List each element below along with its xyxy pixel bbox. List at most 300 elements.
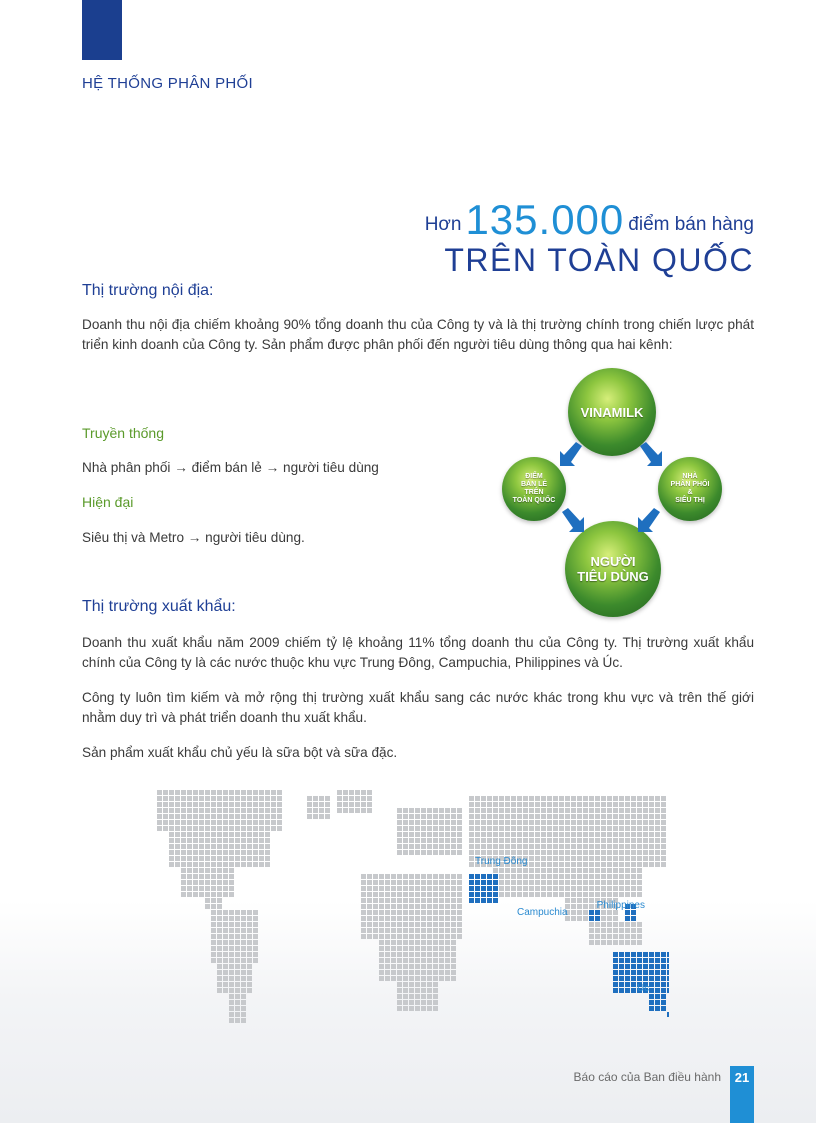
map-cell <box>229 1006 234 1011</box>
map-cell <box>223 958 228 963</box>
map-cell <box>187 838 192 843</box>
map-cell <box>487 832 492 837</box>
map-cell <box>433 934 438 939</box>
map-cell <box>241 1012 246 1017</box>
map-cell <box>625 832 630 837</box>
map-cell <box>427 922 432 927</box>
map-cell <box>373 880 378 885</box>
map-cell <box>487 838 492 843</box>
map-cell <box>391 964 396 969</box>
map-cell <box>415 880 420 885</box>
map-cell <box>661 976 666 981</box>
map-cell <box>529 850 534 855</box>
vinamilk-label: VINAMILK <box>580 404 644 420</box>
map-cell <box>397 970 402 975</box>
map-cell <box>391 970 396 975</box>
map-cell <box>223 808 228 813</box>
map-cell <box>421 958 426 963</box>
map-cell <box>403 808 408 813</box>
map-cell <box>193 820 198 825</box>
map-cell <box>469 838 474 843</box>
map-cell <box>547 796 552 801</box>
hero-subheadline: TRÊN TOÀN QUỐC <box>444 242 754 278</box>
map-cell <box>415 850 420 855</box>
map-cell <box>163 796 168 801</box>
map-cell <box>211 928 216 933</box>
map-cell <box>157 826 162 831</box>
map-cell <box>193 826 198 831</box>
map-cell <box>265 790 270 795</box>
map-cell <box>541 874 546 879</box>
map-cell <box>451 964 456 969</box>
map-cell <box>193 796 198 801</box>
map-cell <box>451 934 456 939</box>
map-cell <box>601 856 606 861</box>
map-cell <box>649 964 654 969</box>
map-cell <box>223 934 228 939</box>
map-cell <box>457 904 462 909</box>
map-cell <box>217 868 222 873</box>
footer-text: Báo cáo của Ban điều hành <box>573 1070 721 1084</box>
map-cell <box>367 928 372 933</box>
map-cell <box>409 964 414 969</box>
map-cell <box>625 838 630 843</box>
map-cell <box>247 820 252 825</box>
map-cell <box>397 826 402 831</box>
map-cell <box>217 814 222 819</box>
map-cell <box>649 838 654 843</box>
map-cell <box>493 874 498 879</box>
map-cell <box>271 796 276 801</box>
map-cell <box>487 880 492 885</box>
map-cell <box>187 832 192 837</box>
map-cell <box>421 982 426 987</box>
map-cell <box>631 916 636 921</box>
map-cell <box>397 850 402 855</box>
map-cell <box>421 964 426 969</box>
map-cell <box>205 850 210 855</box>
section-title: HỆ THỐNG PHÂN PHỐI <box>82 75 253 92</box>
map-cell <box>631 922 636 927</box>
domestic-market-paragraph: Doanh thu nội địa chiếm khoảng 90% tổng doanh thu của Công ty và là thị trường chính trong chiến lược phát triển kinh doanh của Công ty. Sản phẩm được phân phối đến người tiêu dùng thông qua hai kênh: <box>82 317 754 352</box>
map-cell <box>433 832 438 837</box>
map-cell <box>511 808 516 813</box>
map-cell <box>499 880 504 885</box>
map-cell <box>469 886 474 891</box>
map-cell <box>601 826 606 831</box>
map-cell <box>439 970 444 975</box>
map-cell <box>667 970 669 975</box>
map-cell <box>565 838 570 843</box>
map-cell <box>619 820 624 825</box>
map-cell <box>415 934 420 939</box>
map-cell <box>565 820 570 825</box>
map-cell <box>409 898 414 903</box>
map-cell <box>457 850 462 855</box>
map-cell <box>169 802 174 807</box>
map-cell <box>445 838 450 843</box>
map-cell <box>505 886 510 891</box>
map-cell <box>361 886 366 891</box>
map-cell <box>229 952 234 957</box>
map-cell <box>619 844 624 849</box>
map-cell <box>637 802 642 807</box>
map-cell <box>217 844 222 849</box>
map-cell <box>565 856 570 861</box>
map-cell <box>169 862 174 867</box>
map-cell <box>631 940 636 945</box>
map-cell <box>499 814 504 819</box>
map-cell <box>535 874 540 879</box>
map-cell <box>439 964 444 969</box>
map-cell <box>547 832 552 837</box>
map-cell <box>235 922 240 927</box>
map-cell <box>595 892 600 897</box>
map-cell <box>247 910 252 915</box>
map-cell <box>643 862 648 867</box>
map-cell <box>181 850 186 855</box>
map-cell <box>655 838 660 843</box>
map-cell <box>589 808 594 813</box>
map-cell <box>433 994 438 999</box>
map-cell <box>265 838 270 843</box>
map-cell <box>505 838 510 843</box>
map-cell <box>487 850 492 855</box>
map-cell <box>403 940 408 945</box>
map-cell <box>211 952 216 957</box>
map-cell <box>667 952 669 957</box>
map-cell <box>649 1000 654 1005</box>
map-cell <box>505 844 510 849</box>
map-cell <box>541 892 546 897</box>
map-cell <box>217 838 222 843</box>
map-cell <box>451 952 456 957</box>
map-cell <box>469 862 474 867</box>
map-cell <box>217 886 222 891</box>
map-cell <box>547 892 552 897</box>
map-cell <box>427 910 432 915</box>
map-cell <box>631 892 636 897</box>
map-cell <box>259 814 264 819</box>
map-cell <box>445 886 450 891</box>
map-cell <box>625 820 630 825</box>
map-cell <box>637 922 642 927</box>
map-cell <box>493 892 498 897</box>
map-cell <box>649 982 654 987</box>
map-cell <box>361 898 366 903</box>
map-cell <box>535 808 540 813</box>
map-cell <box>397 898 402 903</box>
map-cell <box>643 814 648 819</box>
map-cell <box>625 826 630 831</box>
map-cell <box>535 850 540 855</box>
map-cell <box>211 892 216 897</box>
map-cell <box>457 838 462 843</box>
map-cell <box>571 844 576 849</box>
map-cell <box>235 832 240 837</box>
map-cell <box>409 1000 414 1005</box>
map-cell <box>157 814 162 819</box>
map-cell <box>199 874 204 879</box>
consumer-circle <box>565 521 661 617</box>
map-cell <box>163 808 168 813</box>
map-cell <box>313 808 318 813</box>
map-cell <box>517 802 522 807</box>
map-cell <box>439 922 444 927</box>
map-cell <box>613 958 618 963</box>
map-cell <box>241 964 246 969</box>
map-cell <box>367 892 372 897</box>
map-cell <box>649 994 654 999</box>
map-cell <box>529 862 534 867</box>
map-cell <box>247 922 252 927</box>
map-cell <box>367 880 372 885</box>
map-cell <box>397 994 402 999</box>
map-cell <box>253 802 258 807</box>
map-cell <box>517 850 522 855</box>
map-cell <box>433 844 438 849</box>
distributor-label-line: NHÀ <box>682 473 698 480</box>
map-cell <box>187 874 192 879</box>
map-cell <box>379 898 384 903</box>
map-cell <box>649 826 654 831</box>
map-cell <box>625 928 630 933</box>
map-cell <box>559 850 564 855</box>
map-cell <box>631 928 636 933</box>
map-cell <box>427 874 432 879</box>
map-cell <box>649 850 654 855</box>
map-cell <box>577 856 582 861</box>
map-cell <box>247 802 252 807</box>
map-cell <box>247 964 252 969</box>
map-cell <box>253 934 258 939</box>
map-cell <box>397 916 402 921</box>
map-cell <box>421 1000 426 1005</box>
map-cell <box>505 892 510 897</box>
map-cell <box>601 886 606 891</box>
map-cell <box>553 838 558 843</box>
map-cell <box>415 946 420 951</box>
map-cell <box>433 1000 438 1005</box>
map-cell <box>349 802 354 807</box>
map-cell <box>235 994 240 999</box>
map-cell <box>583 886 588 891</box>
map-cell <box>547 886 552 891</box>
map-cell <box>631 952 636 957</box>
map-cell <box>247 856 252 861</box>
map-cell <box>595 838 600 843</box>
map-cell <box>517 844 522 849</box>
map-cell <box>643 958 648 963</box>
map-cell <box>595 814 600 819</box>
map-cell <box>631 982 636 987</box>
map-cell <box>415 940 420 945</box>
map-cell <box>643 856 648 861</box>
map-cell <box>217 964 222 969</box>
map-cell <box>571 892 576 897</box>
map-cell <box>397 1006 402 1011</box>
map-cell <box>535 868 540 873</box>
map-cell <box>181 874 186 879</box>
map-cell <box>619 886 624 891</box>
map-cell <box>403 838 408 843</box>
map-cell <box>211 910 216 915</box>
map-cell <box>235 910 240 915</box>
map-cell <box>367 898 372 903</box>
map-cell <box>175 838 180 843</box>
map-cell <box>583 832 588 837</box>
map-cell <box>433 808 438 813</box>
map-cell <box>481 844 486 849</box>
map-cell <box>577 844 582 849</box>
map-cell <box>247 796 252 801</box>
map-cell <box>421 832 426 837</box>
map-cell <box>637 796 642 801</box>
map-cell <box>451 832 456 837</box>
map-cell <box>223 970 228 975</box>
map-cell <box>451 898 456 903</box>
map-cell <box>547 862 552 867</box>
map-cell <box>247 934 252 939</box>
map-cell <box>619 796 624 801</box>
map-cell <box>625 976 630 981</box>
map-cell <box>487 796 492 801</box>
map-cell <box>505 808 510 813</box>
map-cell <box>583 808 588 813</box>
map-cell <box>601 928 606 933</box>
map-cell <box>625 922 630 927</box>
map-cell <box>613 988 618 993</box>
map-cell <box>409 886 414 891</box>
map-cell <box>187 820 192 825</box>
map-cell <box>403 916 408 921</box>
map-cell <box>547 856 552 861</box>
map-cell <box>595 934 600 939</box>
map-cell <box>217 802 222 807</box>
map-cell <box>181 886 186 891</box>
map-cell <box>421 916 426 921</box>
map-cell <box>385 910 390 915</box>
map-cell <box>475 880 480 885</box>
map-cell <box>427 964 432 969</box>
modern-channel-text: Siêu thị và Metro → người tiêu dùng. <box>82 530 305 545</box>
map-cell <box>235 844 240 849</box>
map-cell <box>397 946 402 951</box>
map-cell <box>619 880 624 885</box>
map-cell <box>385 940 390 945</box>
map-cell <box>601 892 606 897</box>
map-cell <box>415 898 420 903</box>
map-cell <box>235 970 240 975</box>
map-cell <box>601 808 606 813</box>
map-cell <box>199 796 204 801</box>
retail-label-line: BÁN LẺ <box>520 481 548 488</box>
map-cell <box>631 886 636 891</box>
map-cell <box>541 850 546 855</box>
map-cell <box>613 916 618 921</box>
map-cell <box>571 808 576 813</box>
map-cell <box>415 970 420 975</box>
map-cell <box>607 844 612 849</box>
map-cell <box>619 964 624 969</box>
map-cell <box>235 808 240 813</box>
map-cell <box>181 808 186 813</box>
consumer-label-line: TIÊU DÙNG <box>577 569 649 584</box>
map-cell <box>373 928 378 933</box>
map-cell <box>325 814 330 819</box>
map-cell <box>661 826 666 831</box>
map-cell <box>415 964 420 969</box>
map-cell <box>619 958 624 963</box>
map-cell <box>637 820 642 825</box>
map-cell <box>379 910 384 915</box>
map-cell <box>631 958 636 963</box>
map-cell <box>481 850 486 855</box>
map-cell <box>217 832 222 837</box>
map-cell <box>613 976 618 981</box>
map-cell <box>631 976 636 981</box>
map-cell <box>181 790 186 795</box>
map-cell <box>421 1006 426 1011</box>
map-cell <box>409 958 414 963</box>
map-cell <box>499 868 504 873</box>
map-cell <box>547 826 552 831</box>
map-cell <box>319 802 324 807</box>
map-cell <box>403 1000 408 1005</box>
map-cell <box>517 814 522 819</box>
modern-channel-heading: Hiện đại <box>82 494 134 510</box>
map-cell <box>667 988 669 993</box>
map-cell <box>205 898 210 903</box>
map-cell <box>235 820 240 825</box>
map-cell <box>409 814 414 819</box>
map-cell <box>445 814 450 819</box>
map-cell <box>421 844 426 849</box>
map-cell <box>265 814 270 819</box>
map-cell <box>637 892 642 897</box>
map-cell <box>541 856 546 861</box>
map-cell <box>661 862 666 867</box>
map-cell <box>505 832 510 837</box>
map-cell <box>493 898 498 903</box>
map-cell <box>619 856 624 861</box>
map-cell <box>259 838 264 843</box>
map-cell <box>409 844 414 849</box>
map-cell <box>421 928 426 933</box>
map-cell <box>637 970 642 975</box>
export-paragraph-2: Công ty luôn tìm kiếm và mở rộng thị trường xuất khẩu sang các nước khác trong khu vực và trên thế giới nhằm duy trì và phát triển doanh thu xuất khẩu. <box>82 690 754 725</box>
map-cell <box>229 982 234 987</box>
map-cell <box>247 850 252 855</box>
map-cell <box>589 916 594 921</box>
map-cell <box>643 796 648 801</box>
map-cell <box>253 856 258 861</box>
map-cell <box>595 940 600 945</box>
map-cell <box>655 796 660 801</box>
map-cell <box>403 928 408 933</box>
map-cell <box>547 868 552 873</box>
map-cell <box>361 790 366 795</box>
map-cell <box>511 826 516 831</box>
map-cell <box>577 862 582 867</box>
map-cell <box>517 868 522 873</box>
map-cell <box>247 982 252 987</box>
map-cell <box>211 862 216 867</box>
map-cell <box>211 880 216 885</box>
map-cell <box>217 946 222 951</box>
map-cell <box>247 976 252 981</box>
map-cell <box>163 826 168 831</box>
